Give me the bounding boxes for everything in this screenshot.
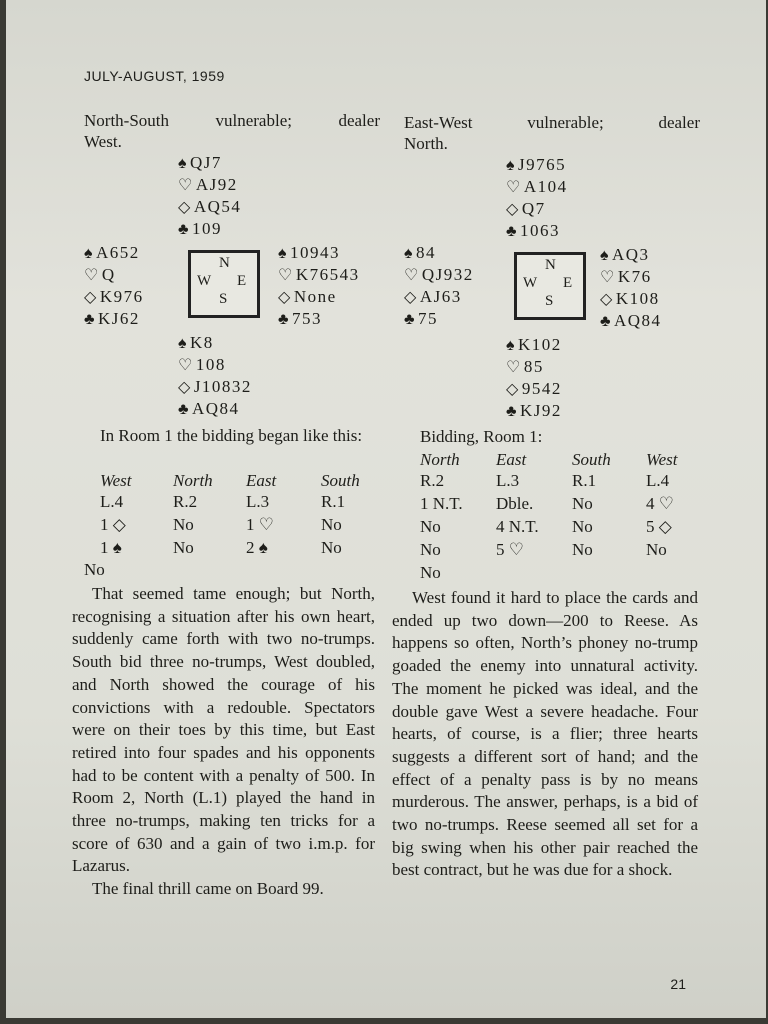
bid-cell: 2 ♠ [246,538,268,557]
spade-icon: ♠ [506,157,516,174]
right-deal-intro: East-West vulnerable; dealer [404,113,700,132]
right-bidding-intro: Bidding, Room 1: [420,427,543,446]
spade-icon: ♠ [178,155,188,172]
diamond-icon: ◇ [506,201,520,218]
diamond-icon: ◇ [178,379,192,396]
right-deal-intro-cont: North. [404,134,448,153]
left-deal-intro-cont: West. [84,132,122,151]
bid-cell: L.3 [246,492,270,511]
paragraph: West found it hard to place the cards and ended up two down—200 to Reese. As happens so often, North’s phoney no-trump goaded the enemy into unnatural activity. The moment he picked was ideal, and the double gave West a severe headache. Four hearts, of course, is a flier; three hearts suggests a different sort of hand; and the effect of a penalty pass is by no means murderous. The answer, perhaps, is a bid of two no-trumps. Reese seemed all set for a big swing when his other pair reached the best contract, but he was due for a shock. [392,588,698,880]
bid-cell: No [420,517,441,536]
bidding-row [100,515,390,538]
spade-icon: ♠ [506,337,516,354]
left-bidding-final-pass: No [84,560,105,579]
right-south-hand: ♠ K102 ♡ 85 ◇ 9542 ♣ KJ92 [506,335,562,420]
bid-cell: 1 N.T. [420,494,463,513]
left-column-text [72,583,375,901]
bid-cell: L.4 [100,492,124,511]
diamond-icon: ◇ [506,381,520,398]
page-number: 21 [670,976,686,992]
club-icon: ♣ [178,401,190,418]
compass-west: W [197,273,212,289]
bidding-row [420,517,702,540]
left-bidding-intro: In Room 1 the bidding began like this: [100,426,363,445]
spade-icon: ♠ [278,245,288,262]
heart-icon: ♡ [84,267,100,284]
bid-cell: R.1 [321,492,346,511]
right-north-hand: ♠ J9765 ♡ A104 ◇ Q7 ♣ 1063 [506,155,568,240]
bidding-header: North [173,470,213,490]
bid-cell: No [646,540,667,559]
bid-cell: L.4 [646,471,670,490]
left-bidding-table [100,469,390,561]
right-bidding-table [420,448,702,586]
compass-south: S [219,291,228,307]
left-compass-box [188,250,260,318]
paragraph: The final thrill came on Board 99. [92,879,324,899]
bid-cell: L.3 [496,471,520,490]
bid-cell [496,563,572,586]
bidding-header: North [420,449,460,469]
right-west-hand: ♠ 84 ♡ QJ932 ◇ AJ63 ♣ 75 [404,243,474,328]
bid-cell [646,563,702,586]
club-icon: ♣ [506,403,518,420]
left-west-hand: ♠ A652 ♡ Q ◇ K976 ♣ KJ62 [84,243,144,328]
bidding-header: West [646,449,678,469]
bidding-header: South [321,470,360,490]
bid-cell: Dble. [496,494,534,513]
bidding-row [420,471,702,494]
left-north-hand: ♠ QJ7 ♡ AJ92 ◇ AQ54 ♣ 109 [178,153,242,238]
bid-cell: No [420,563,441,582]
bid-cell: No [173,515,194,534]
bid-cell: 4 N.T. [496,517,539,536]
bid-cell: 4 ♡ [646,494,674,513]
bidding-header: East [246,470,277,490]
right-compass-box [514,252,586,320]
left-east-hand: ♠ 10943 ♡ K76543 ◇ None ♣ 753 [278,243,360,328]
compass-east: E [237,273,247,289]
bid-cell: 5 ◇ [646,517,672,536]
spade-icon: ♠ [404,245,414,262]
left-deal-intro: North-South vulnerable; dealer [84,111,380,130]
diamond-icon: ◇ [600,291,614,308]
bid-cell: R.2 [173,492,198,511]
running-head: JULY-AUGUST, 1959 [84,68,225,84]
bidding-header: West [100,470,132,490]
bidding-row [420,540,702,563]
bidding-header-row [420,448,702,471]
bid-cell: No [572,540,593,559]
compass-north: N [219,255,230,271]
bid-cell: No [321,515,342,534]
bid-cell: No [173,538,194,557]
bid-cell: No [420,540,441,559]
bidding-row [100,492,390,515]
bidding-row [420,494,702,517]
heart-icon: ♡ [506,359,522,376]
paragraph: That seemed tame enough; but North, recognising a situation after his own heart, suddenly came forth with two no-trumps. South bid three no-trumps, West doubled, and North showed the courage of his convictions with a redouble. Spectators were on their toes by this time, but East retired into four spades and his opponents had to be content with a penalty of 500. In Room 2, North (L.1) played the hand in three no-trumps, making ten tricks for a score of 630 and a gain of two i.m.p. for Lazarus. [72,584,375,876]
bid-cell: 5 ♡ [496,540,524,559]
heart-icon: ♡ [404,267,420,284]
heart-icon: ♡ [600,269,616,286]
diamond-icon: ◇ [178,199,192,216]
club-icon: ♣ [278,311,290,328]
club-icon: ♣ [178,221,190,238]
heart-icon: ♡ [278,267,294,284]
spade-icon: ♠ [84,245,94,262]
bid-cell: 1 ♡ [246,515,274,534]
compass-south: S [545,293,554,309]
bidding-header: South [572,449,611,469]
compass-north: N [545,257,556,273]
compass-east: E [563,275,573,291]
spade-icon: ♠ [178,335,188,352]
heart-icon: ♡ [178,357,194,374]
compass-west: W [523,275,538,291]
right-column-text [392,587,698,882]
heart-icon: ♡ [506,179,522,196]
bid-cell: No [572,517,593,536]
bid-cell: R.1 [572,471,597,490]
bid-cell: 1 ◇ [100,515,126,534]
bid-cell: No [321,538,342,557]
magazine-page [6,0,766,1018]
bid-cell: R.2 [420,471,445,490]
bidding-header: East [496,449,527,469]
bid-cell: No [572,494,593,513]
club-icon: ♣ [84,311,96,328]
diamond-icon: ◇ [84,289,98,306]
bid-cell: 1 ♠ [100,538,122,557]
diamond-icon: ◇ [278,289,292,306]
bidding-header-row [100,469,390,492]
club-icon: ♣ [404,311,416,328]
club-icon: ♣ [506,223,518,240]
diamond-icon: ◇ [404,289,418,306]
spade-icon: ♠ [600,247,610,264]
heart-icon: ♡ [178,177,194,194]
bid-cell [572,563,646,586]
left-south-hand: ♠ K8 ♡ 108 ◇ J10832 ♣ AQ84 [178,333,252,418]
bidding-row [420,563,702,586]
right-east-hand: ♠ AQ3 ♡ K76 ◇ K108 ♣ AQ84 [600,245,662,330]
bidding-row [100,538,390,561]
club-icon: ♣ [600,313,612,330]
